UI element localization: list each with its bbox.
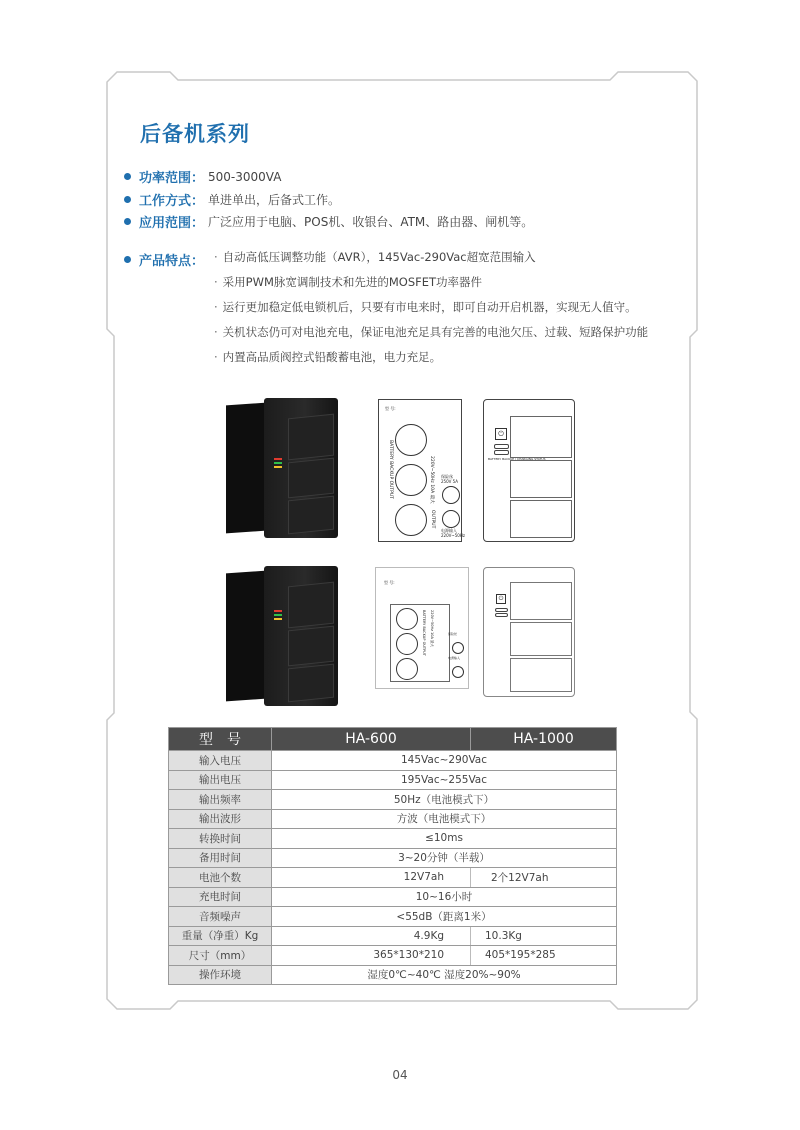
rear-side-label: BATTERY BACKUP OUTPUT bbox=[422, 610, 426, 656]
row-value: 10~16小时 bbox=[272, 887, 617, 907]
row-value-ha600: 12V7ah bbox=[272, 868, 471, 888]
row-label: 输出频率 bbox=[169, 790, 272, 810]
row-label: 操作环境 bbox=[169, 965, 272, 985]
fuse-icon bbox=[452, 642, 464, 654]
row-label: 输出电压 bbox=[169, 770, 272, 790]
rear-center-label: 220V~50Hz 10A 最大 bbox=[429, 456, 434, 504]
row-value-ha600: 365*130*210 bbox=[272, 946, 471, 966]
row-value: 195Vac~255Vac bbox=[272, 770, 617, 790]
table-row bbox=[169, 887, 617, 907]
table-row bbox=[169, 790, 617, 810]
table-header-row bbox=[169, 728, 617, 751]
front-small-label: BATTERY BACKUP / CHARGING STATUS bbox=[488, 457, 546, 461]
ups-unit-image bbox=[226, 566, 338, 706]
row-value: 50Hz（电池模式下） bbox=[272, 790, 617, 810]
feature-item: · 采用PWM脉宽调制技术和先进的MOSFET功率器件 bbox=[214, 274, 648, 299]
front-panel-drawing bbox=[483, 399, 575, 542]
spec-label: 工作方式： bbox=[139, 194, 205, 209]
outlet-icon bbox=[396, 633, 418, 655]
spec-value: 单进单出，后备式工作。 bbox=[208, 193, 341, 207]
fuse-label: 保险丝 bbox=[448, 632, 458, 636]
feature-item: · 运行更加稳定低电锁机后，只要有市电来时，即可自动开启机器，实现无人值守。 bbox=[214, 299, 648, 324]
spec-table bbox=[168, 727, 617, 985]
table-row bbox=[169, 965, 617, 985]
row-label: 转换时间 bbox=[169, 829, 272, 849]
row-value: 方波（电池模式下） bbox=[272, 809, 617, 829]
features-label: 产品特点： bbox=[139, 254, 205, 269]
spec-power-range bbox=[124, 167, 281, 186]
table-row bbox=[169, 829, 617, 849]
ups-unit-image bbox=[226, 398, 338, 538]
table-row bbox=[169, 751, 617, 771]
table-row bbox=[169, 848, 617, 868]
power-input-icon bbox=[442, 510, 460, 528]
rear-panel-drawing bbox=[378, 399, 465, 542]
feature-item: · 自动高低压调整功能（AVR），145Vac-290Vac超宽范围输入 bbox=[214, 249, 648, 274]
row-value: <55dB（距离1米） bbox=[272, 907, 617, 927]
outlet-icon bbox=[396, 608, 418, 630]
bullet-icon bbox=[124, 173, 131, 180]
table-row bbox=[169, 809, 617, 829]
page-number: 04 bbox=[392, 1068, 408, 1082]
row-label: 备用时间 bbox=[169, 848, 272, 868]
row-value-ha1000: 405*195*285 bbox=[471, 946, 617, 966]
row-label: 尺寸（mm） bbox=[169, 946, 272, 966]
table-row bbox=[169, 946, 617, 966]
table-row bbox=[169, 770, 617, 790]
power-button-icon: ⏻ bbox=[496, 594, 506, 604]
row-label: 充电时间 bbox=[169, 887, 272, 907]
table-header-cell: HA-600 bbox=[272, 728, 471, 751]
drawing-model-label: 型 号: bbox=[385, 406, 396, 411]
spec-label: 应用范围： bbox=[139, 216, 205, 231]
fuse-icon bbox=[442, 486, 460, 504]
bullet-icon bbox=[124, 218, 131, 225]
input-value: 220V~50Hz bbox=[441, 533, 465, 538]
row-value: 145Vac~290Vac bbox=[272, 751, 617, 771]
bullet-icon bbox=[124, 256, 131, 263]
input-label: 电源输入 bbox=[448, 656, 461, 660]
drawing-model-label: 型 号: bbox=[384, 580, 395, 585]
spec-features bbox=[124, 250, 208, 269]
row-value-ha1000: 2个12V7ah bbox=[471, 868, 617, 888]
spec-value: 广泛应用于电脑、POS机、收银台、ATM、路由器、闸机等。 bbox=[208, 215, 534, 229]
page-title: 后备机系列 bbox=[140, 122, 250, 146]
spec-value: 500-3000VA bbox=[208, 169, 282, 184]
power-button-icon: ⏻ bbox=[495, 428, 507, 440]
row-value: ≤10ms bbox=[272, 829, 617, 849]
row-label: 重量（净重）Kg bbox=[169, 926, 272, 946]
row-value-ha600: 4.9Kg bbox=[272, 926, 471, 946]
feature-list bbox=[214, 249, 648, 374]
table-row bbox=[169, 907, 617, 927]
row-value-ha1000: 10.3Kg bbox=[471, 926, 617, 946]
power-input-icon bbox=[452, 666, 464, 678]
spec-application bbox=[124, 212, 533, 231]
outlet-icon bbox=[395, 504, 427, 536]
outlet-icon bbox=[395, 464, 427, 496]
rear-center-label: 220V~50Hz 10A 最大 bbox=[430, 610, 434, 648]
feature-item: · 关机状态仍可对电池充电，保证电池充足具有完善的电池欠压、过载、短路保护功能 bbox=[214, 324, 648, 349]
bullet-icon bbox=[124, 196, 131, 203]
table-header-cell: HA-1000 bbox=[471, 728, 617, 751]
spec-label: 功率范围： bbox=[139, 171, 205, 186]
fuse-label: 保险丝 bbox=[441, 474, 453, 479]
table-header-cell: 型 号 bbox=[169, 728, 272, 751]
table-row bbox=[169, 926, 617, 946]
row-value: 湿度0℃~40℃ 湿度20%~90% bbox=[272, 965, 617, 985]
row-label: 输出波形 bbox=[169, 809, 272, 829]
row-label: 音频噪声 bbox=[169, 907, 272, 927]
input-label: 电源输入 bbox=[441, 528, 457, 533]
spec-work-mode bbox=[124, 190, 340, 209]
table-row bbox=[169, 868, 617, 888]
rear-side-label: BATTERY BACKUP OUTPUT bbox=[388, 440, 393, 499]
front-panel-drawing bbox=[483, 567, 575, 697]
row-label: 电池个数 bbox=[169, 868, 272, 888]
row-label: 输入电压 bbox=[169, 751, 272, 771]
feature-item: · 内置高品质阀控式铅酸蓄电池，电力充足。 bbox=[214, 349, 648, 374]
outlet-icon bbox=[396, 658, 418, 680]
outlet-icon bbox=[395, 424, 427, 456]
row-value: 3~20分钟（半载） bbox=[272, 848, 617, 868]
rear-panel-drawing bbox=[375, 567, 469, 689]
rear-right-label: OUTPUT bbox=[430, 510, 435, 529]
fuse-value: 250V 5A bbox=[441, 479, 458, 484]
